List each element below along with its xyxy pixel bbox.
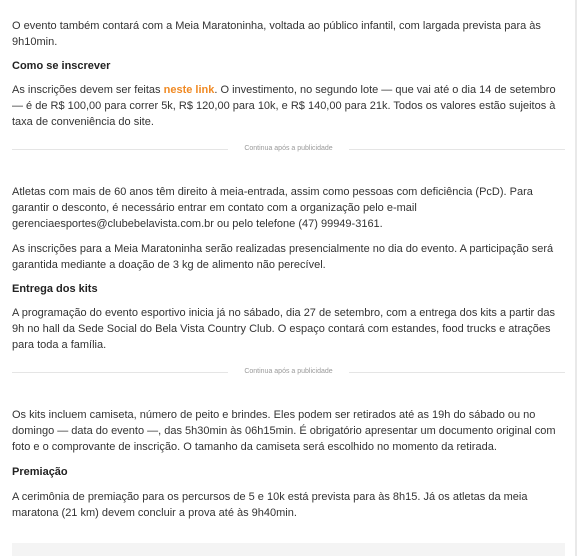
paragraph-meia-maratoninha: O evento também contará com a Meia Maratoninha, voltada ao público infantil, com largada prevista para às 9h10min.: [12, 20, 541, 48]
paragraph-meia-entrada: Atletas com mais de 60 anos têm direito à meia-entrada, assim como pessoas com deficiência (PcD). Para garantir o desconto, é necessário entrar em contato com a organização pelo e-mail gerenciaesportes@clubebelavista.com.br ou pelo telefone (47) 99949-3161.: [12, 186, 533, 230]
paragraph-inscricoes-text-before: As inscrições devem ser feitas: [12, 84, 164, 96]
ad-label: Continua após a publicidade: [244, 368, 333, 375]
paragraph-inscricoes-text-after: . O investimento, no segundo lote — que vai até o dia 14 de setembro — é de R$ 100,00 para correr 5k, R$ 120,00 para 10k, e R$ 140,00 para 21k. Todos os valores estão sujeitos à taxa de conveniência do site.: [12, 84, 556, 128]
bottom-content-box: [12, 543, 565, 556]
ad-label: Continua após a publicidade: [244, 145, 333, 152]
paragraph-inscricoes: [12, 82, 565, 130]
paragraph-kits: Os kits incluem camiseta, número de peito e brindes. Eles podem ser retirados até as 19h do sábado ou no domingo — data do evento —, das 5h30min às 06h15min. É obrigatório apresentar um documento original com foto e o comprovante de inscrição. O tamanho da camiseta será escolhido no momento da retirada.: [12, 409, 556, 453]
ad-separator-2: [12, 366, 565, 378]
heading-premiacao: Premiação: [12, 466, 68, 478]
separator-line-right: [349, 372, 565, 373]
heading-entrega-dos-kits: Entrega dos kits: [12, 283, 98, 295]
separator-line-right: [349, 149, 565, 150]
paragraph-premiacao: A cerimônia de premiação para os percursos de 5 e 10k está prevista para às 8h15. Já os atletas da meia maratona (21 km) devem concluir a prova até às 9h40min.: [12, 491, 528, 519]
paragraph-programacao: A programação do evento esportivo inicia já no sábado, dia 27 de setembro, com a entrega dos kits a partir das 9h no hall da Sede Social do Bela Vista Country Club. O espaço contará com estandes, food trucks e atrações para toda a família.: [12, 307, 555, 351]
inscription-link[interactable]: neste link: [163, 84, 215, 96]
ad-separator-1: [12, 143, 565, 155]
paragraph-inscricoes-maratoninha: As inscrições para a Meia Maratoninha serão realizadas presencialmente no dia do evento. A participação será garantida mediante a doação de 3 kg de alimento não perecível.: [12, 243, 554, 271]
heading-como-se-inscrever: Como se inscrever: [12, 60, 111, 72]
